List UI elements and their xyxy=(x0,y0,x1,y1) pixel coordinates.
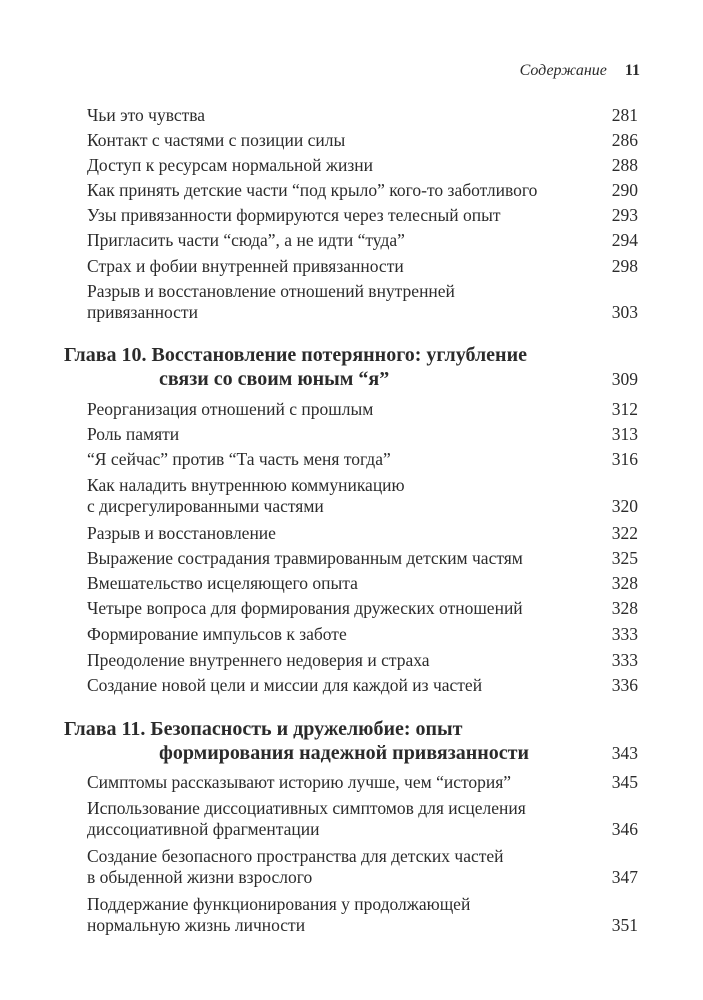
toc-title xyxy=(87,205,500,226)
toc-title-line: связи со своим юным “я” xyxy=(159,368,390,390)
toc-title-line: Доступ к ресурсам нормальной жизни xyxy=(87,155,374,175)
toc-title-line: диссоциативной фрагментации xyxy=(87,819,320,839)
toc-title-line: Формирование импульсов к заботе xyxy=(87,624,347,644)
toc-page-number: 322 xyxy=(611,523,638,543)
toc-title-line: Выражение сострадания травмированным детским частям xyxy=(87,548,523,568)
toc-entry xyxy=(87,598,638,619)
toc-page-number: 312 xyxy=(611,399,638,419)
toc-title-line: Преодоление внутреннего недоверия и страха xyxy=(87,650,430,670)
toc-title xyxy=(87,424,179,445)
toc-title-line: Глава 10. Восстановление потерянного: углубление xyxy=(64,344,527,366)
toc-entry xyxy=(87,846,638,888)
toc-chapter-heading xyxy=(64,343,638,391)
toc-title xyxy=(64,717,529,765)
toc-title-line: Четыре вопроса для формирования дружеских отношений xyxy=(87,598,523,618)
toc-title-line: Пригласить части “сюда”, а не идти “туда” xyxy=(87,230,405,250)
toc-title-line: Как принять детские части “под крыло” кого-то заботливого xyxy=(87,180,538,200)
toc-entry xyxy=(87,548,638,569)
toc-title xyxy=(87,180,537,201)
toc-title xyxy=(87,650,430,671)
toc-entry xyxy=(87,772,638,793)
toc-title-line: в обыденной жизни взрослого xyxy=(87,867,313,887)
toc-entry xyxy=(87,256,638,277)
toc-title xyxy=(87,281,455,323)
toc-title xyxy=(87,846,504,888)
toc-page-number: 316 xyxy=(611,449,638,469)
toc-entry xyxy=(87,573,638,594)
toc-title-line: Использование диссоциативных симптомов для исцеления xyxy=(87,798,526,818)
toc-title-line: Создание новой цели и миссии для каждой из частей xyxy=(87,675,483,695)
toc-entry xyxy=(87,105,638,126)
toc-title xyxy=(87,475,405,517)
toc-page-number: 286 xyxy=(611,130,638,150)
toc-title-line: формирования надежной привязанности xyxy=(159,742,529,764)
toc-title-line: Контакт с частями с позиции силы xyxy=(87,130,346,150)
toc-title-line: Роль памяти xyxy=(87,424,180,444)
toc-page-number: 298 xyxy=(611,256,638,276)
toc-title xyxy=(87,256,404,277)
toc-title xyxy=(87,449,391,470)
running-head-page-number: 11 xyxy=(624,62,640,79)
toc-entry xyxy=(87,475,638,517)
toc-page-number: 346 xyxy=(611,819,638,839)
toc-title-line: Вмешательство исцеляющего опыта xyxy=(87,573,358,593)
toc-entry xyxy=(87,650,638,671)
toc-page-number: 351 xyxy=(611,915,638,935)
toc-entry xyxy=(87,624,638,645)
toc-title xyxy=(87,624,347,645)
running-head-section: Содержание xyxy=(519,62,607,79)
toc-title-line: “Я сейчас” против “Та часть меня тогда” xyxy=(87,449,391,469)
toc-entry xyxy=(87,281,638,323)
toc-page-number: 288 xyxy=(611,155,638,175)
toc-entry xyxy=(87,424,638,445)
toc-title xyxy=(87,675,482,696)
toc-entry xyxy=(87,894,638,936)
toc-page-number: 303 xyxy=(611,302,638,322)
toc-title xyxy=(87,798,526,840)
toc-title xyxy=(87,399,373,420)
toc-entry xyxy=(87,399,638,420)
toc-page-number: 336 xyxy=(611,675,638,695)
toc-title-line: Реорганизация отношений с прошлым xyxy=(87,399,374,419)
toc-page-number: 345 xyxy=(611,772,638,792)
toc-title-line: Разрыв и восстановление отношений внутренней xyxy=(87,281,455,301)
toc-page-number: 309 xyxy=(611,369,638,389)
toc-title-line: Разрыв и восстановление xyxy=(87,523,276,543)
toc-title xyxy=(87,772,511,793)
toc-entry xyxy=(87,130,638,151)
toc-title xyxy=(87,155,373,176)
toc-page-number: 313 xyxy=(611,424,638,444)
toc-title-line: Чьи это чувства xyxy=(87,105,206,125)
toc-entry xyxy=(87,523,638,544)
toc-entry xyxy=(87,205,638,226)
toc-page-number: 328 xyxy=(611,573,638,593)
toc-title-line: Узы привязанности формируются через телесный опыт xyxy=(87,205,501,225)
toc-title xyxy=(87,230,405,251)
toc-title-line: с дисрегулированными частями xyxy=(87,496,324,516)
toc-page-number: 333 xyxy=(611,624,638,644)
running-head xyxy=(520,62,640,80)
toc-entry xyxy=(87,230,638,251)
toc-title xyxy=(87,523,276,544)
toc-chapter-heading xyxy=(64,717,638,765)
toc-entry xyxy=(87,155,638,176)
toc-page-number: 293 xyxy=(611,205,638,225)
toc-title-line: Создание безопасного пространства для детских частей xyxy=(87,846,504,866)
toc-page-number: 333 xyxy=(611,650,638,670)
toc-page-number: 290 xyxy=(611,180,638,200)
toc-page-number: 325 xyxy=(611,548,638,568)
toc-title xyxy=(87,548,523,569)
toc-title-line: привязанности xyxy=(87,302,198,322)
toc-title xyxy=(64,343,527,391)
toc-title xyxy=(87,573,358,594)
toc-title xyxy=(87,894,470,936)
toc-title xyxy=(87,598,523,619)
toc-entry xyxy=(87,180,638,201)
toc-title-line: нормальную жизнь личности xyxy=(87,915,306,935)
toc-title xyxy=(87,105,205,126)
toc-page-number: 320 xyxy=(611,496,638,516)
toc-title-line: Поддержание функционирования у продолжающей xyxy=(87,894,471,914)
toc-page-number: 328 xyxy=(611,598,638,618)
toc-title-line: Глава 11. Безопасность и дружелюбие: опыт xyxy=(64,718,463,740)
toc-entry xyxy=(87,675,638,696)
toc-title-line: Как наладить внутреннюю коммуникацию xyxy=(87,475,405,495)
toc-page-number: 294 xyxy=(611,230,638,250)
toc-entry xyxy=(87,798,638,840)
toc-title-line: Симптомы рассказывают историю лучше, чем “история” xyxy=(87,772,512,792)
toc-title-line: Страх и фобии внутренней привязанности xyxy=(87,256,404,276)
toc-page-number: 343 xyxy=(611,743,638,763)
toc-title xyxy=(87,130,345,151)
toc-page-number: 281 xyxy=(611,105,638,125)
toc-entry xyxy=(87,449,638,470)
toc-page-number: 347 xyxy=(611,867,638,887)
